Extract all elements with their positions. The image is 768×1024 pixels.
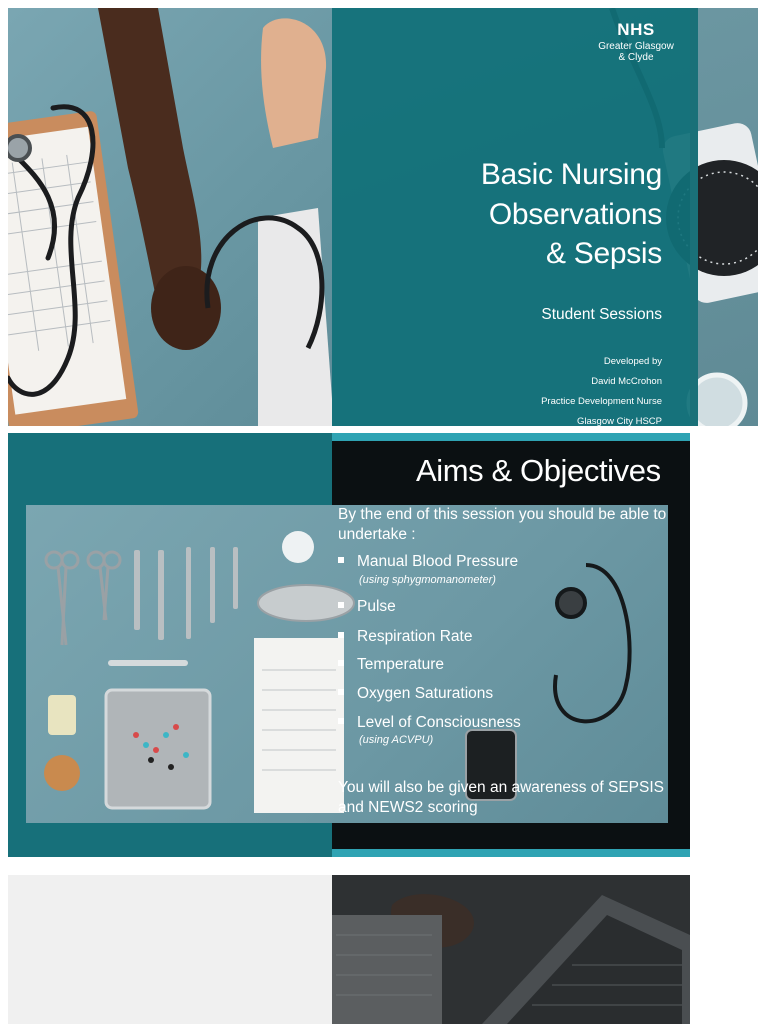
- clipboard-icon: [332, 915, 442, 1024]
- slide-title-line-2: Observations: [488, 198, 662, 231]
- objective-item: [338, 628, 472, 646]
- objective-label: Respiration Rate: [357, 628, 473, 645]
- objective-note: (using ACVPU): [359, 734, 434, 746]
- objective-label: Pulse: [357, 598, 396, 615]
- accent-strip: [690, 8, 698, 426]
- intro-text: By the end of this session you should be able to undertake :: [338, 506, 667, 543]
- objective-item: [338, 656, 444, 674]
- slide-subtitle: Student Sessions: [541, 306, 662, 323]
- accent-bar-top: [332, 433, 690, 441]
- credit-line: Developed by: [603, 356, 662, 367]
- objective-label: Manual Blood Pressure: [357, 553, 519, 570]
- partial-slide: [8, 875, 690, 1024]
- slide-title-line-1: Basic Nursing: [480, 158, 662, 191]
- nursing-observation-photo: [8, 8, 332, 426]
- bullet-icon: [338, 557, 344, 563]
- nhs-logo-line2: & Clyde: [618, 52, 654, 63]
- credit-line: David McCrohon: [591, 376, 662, 387]
- objective-item: [338, 598, 396, 616]
- bullet-icon: [338, 602, 344, 608]
- slide-title-line-3: & Sepsis: [546, 237, 662, 270]
- clipboard-icon: [254, 638, 344, 813]
- credit-line: Glasgow City HSCP: [577, 416, 662, 426]
- bullet-icon: [338, 718, 344, 724]
- scalpel-icon: [134, 547, 238, 640]
- pill-tray-icon: [106, 690, 210, 808]
- pill-bottle-icon: [44, 695, 80, 791]
- scissors-icon: [46, 552, 120, 645]
- laptop-icon: [482, 895, 690, 1024]
- slide-title: Aims & Objectives: [416, 453, 661, 488]
- objective-note: (using sphygmomanometer): [359, 574, 496, 586]
- objective-label: Oxygen Saturations: [357, 685, 494, 702]
- bullet-icon: [338, 689, 344, 695]
- objective-item: [338, 553, 518, 571]
- bullet-icon: [338, 632, 344, 638]
- nhs-logo-line1: Greater Glasgow: [598, 41, 674, 52]
- objective-item: [338, 685, 493, 703]
- blood-pressure-cuff-icon: [207, 208, 332, 426]
- accent-bar-bottom: [332, 849, 690, 857]
- stethoscope-icon: [555, 565, 630, 721]
- nhs-logo: NHS: [617, 20, 655, 39]
- objective-label: Level of Consciousness: [357, 714, 521, 731]
- bullet-icon: [338, 660, 344, 666]
- title-slide: [8, 8, 758, 426]
- objective-label: Temperature: [357, 656, 445, 673]
- objective-item: [338, 714, 521, 732]
- credit-line: Practice Development Nurse: [541, 396, 662, 407]
- aims-slide: [8, 433, 690, 857]
- dark-photo-panel: [332, 875, 690, 1024]
- outro-text: You will also be given an awareness of SEPSIS and NEWS2 scoring: [338, 779, 664, 816]
